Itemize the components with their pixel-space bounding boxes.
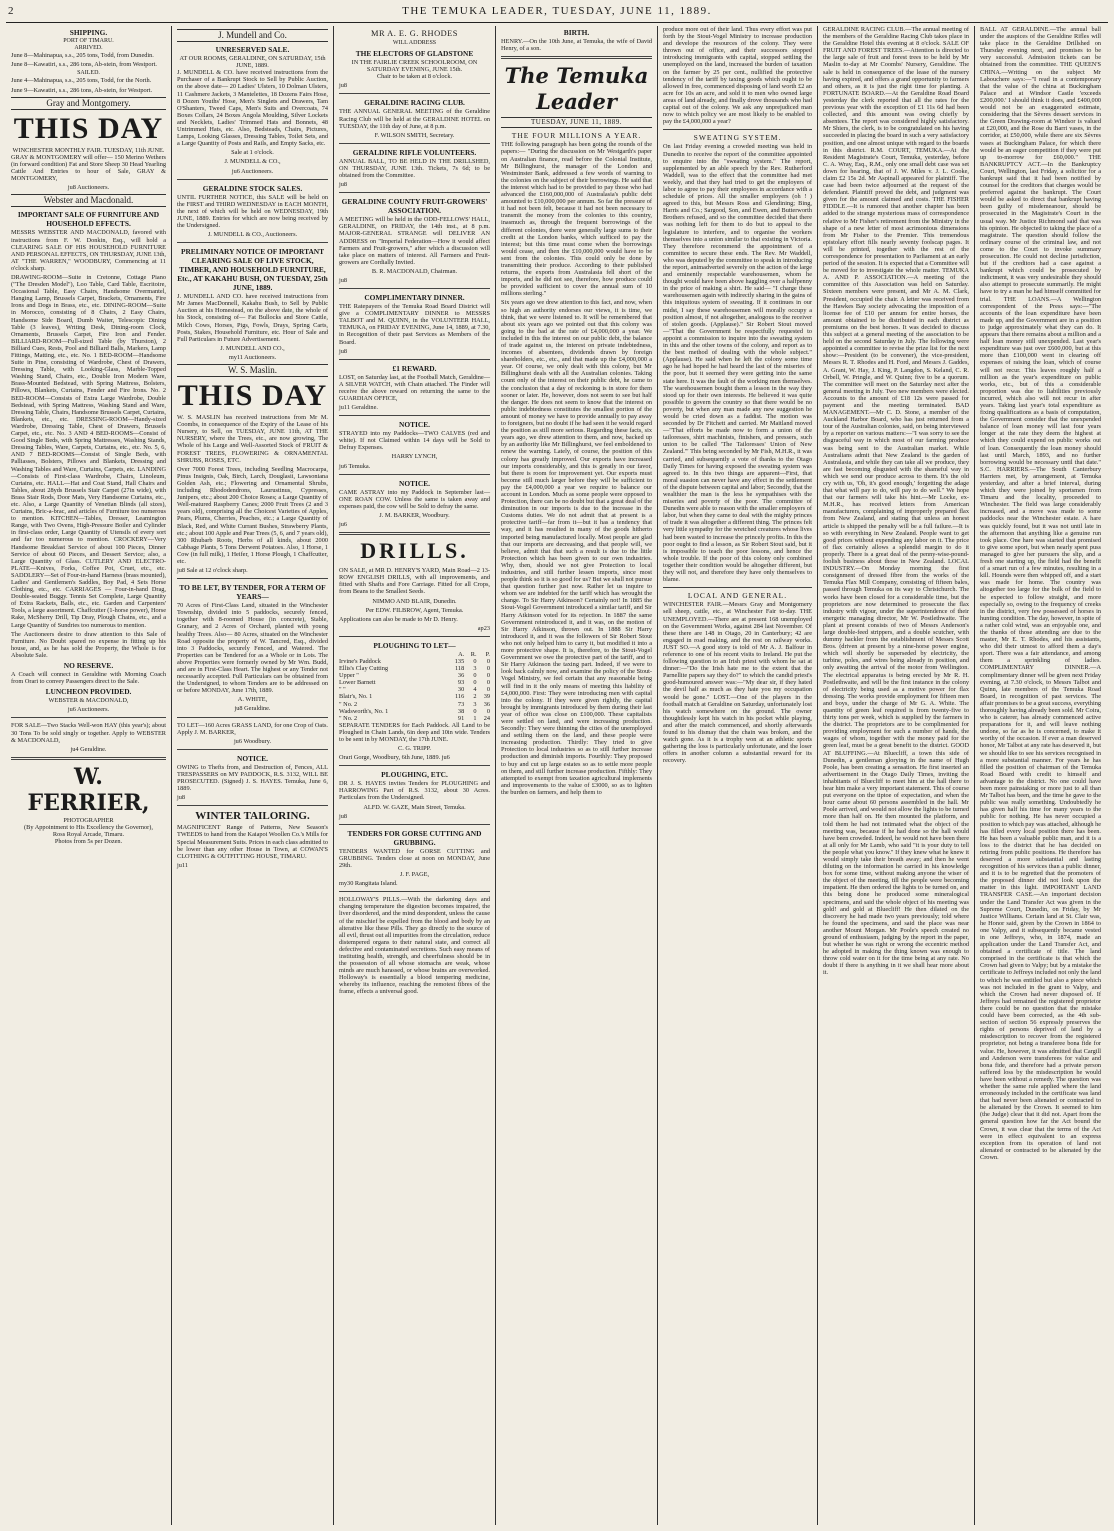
hay-sale-signature: ju4 Geraldine. xyxy=(70,745,107,753)
pg-signature: ALFD. W. GAZE, Main Street, Temuka. xyxy=(363,803,466,811)
divider xyxy=(11,757,166,760)
reward-body: LOST, on Saturday last, at the Football Match, Geraldine—A SILVER WATCH, with Chain attached. The Finder will receive the above reward on returning the same to the GUARDIAN OFFICE, xyxy=(339,373,490,402)
columns xyxy=(6,26,1108,1525)
gcf-signature: B. R. MACDONALD, Chairman. xyxy=(371,267,458,275)
table-cell: 38 xyxy=(457,707,465,715)
astray-signature: J. M. BARKER, Woodbury. xyxy=(379,511,450,519)
pg-title: PLOUGHING, ETC. xyxy=(381,770,448,780)
plough-note: SEPARATE TENDERS for Each Paddock. All Land to be Ploughed in Chain Lands, 6in deep and 10in wide. Tenders to be sent in by MONDAY, the 17th JUNE. xyxy=(339,721,490,743)
divider xyxy=(339,474,490,475)
rhodes-signature: ju8 xyxy=(339,82,348,90)
table-cell: 0 xyxy=(486,672,490,680)
local-news-final: BALL AT GERALDINE.—The annual ball under the auspices of the Geraldine Rifles will take place in the Geraldine Drillshed on Thursday evening next, and promises to be very successful. Admission tickets can be obtained from the committee. THE QUEEN'S CHINA.—Writing on the subject Mr Labouchere says:—"I read in a contemporary that the value of the china at Buckingham Palace and at Windsor Castle 'exceeds £200,000.' I should think it does, and £400,000 would not be an exaggerated estimate, considering that the Sèvres dessert services in the Green Drawing-room at Windsor is valued at £20,000, and the Rose du Barri vases, in the corridor, at £50,000, while there are six Sèvres vases at Buckingham Palace, for which there would be an eager competition if they were put up to-morrow for £60,000." THE BANKRUPTCY ACT.—In the Bankruptcy Court, Wellington, last Friday, a solicitor for a bankrupt said that it had been notified by counsel for the creditors that charges would be preferred against the bankrupt. The Court would be asked to direct that bankrupt having been guilty of misdemeanour, should be prosecuted in the Magistrate's Court in the usual way. Mr Justice Richmond said that was his opinion. He objected to taking the place of a magistrate. The question should follow the ordinary course of the criminal law, and not come to the Court to invoke summary prosecution. He could not decline jurisdiction, but if the creditors had a case against a bankrupt which could be prosecuted by indictment, it was very undesirable they should also attempt to prosecute summarily. He might have to try a man he had himself committed for trial. THE LOANS.—A Wellington correspondent of the Press says:—"The accounts of the loan expenditure have been made up, and the Government are in a position to judge approximately what they can do. It appears that there remains about a million and a half loan money still unexpended. Last year's expenditure was just over £600,000, but at this more than £100,000 went in clearing off expenses of raising the loan, which of course will not recur. This leaves roughly half a million as the year's expenditure on public works, etc., but of this a considerable proportion was due to liabilities previously incurred, which also will not recur in after years. Taking last year's total expenditure as fixing qualifications as a basis of computation, the Government consider that the unexpended balance of loan money will last four years longer at the rate they deem the highest at which they could expend on public works out of loan. Consequently the loan money should last until March, 1893, and no further borrowing would be necessary until that date." S.C. HARRIERS.—The South Canterbury Harriers met, by arrangement, at Temuka yesterday, and after a brief interval, during which they were joined by sportsmen from Timaru and the locality, proceeded to Winchester. The field was large considerably increased, and a move was made to some paddocks near the Winchester estate. A hare was quickly found, but it was not until late in the afternoon that anything like a genuine run took place. One hare was started that promised to give some sport, but when nearly spent puss managed to give her pursuers the slip, and a fresh one starting up, the field had the benefit of a smart run of a few minutes, resulting in a kill. Hounds were then whipped off, and a start was made for home. The country was altogether too large for the bulk of the field to be expected to follow straight, and more especially so, owing to the frequency of creeks in the district, very few possessed of horses in hunting condition. The day, however, in spite of a rather cold wind, was an enjoyable one, and the thanks of those attending are due to the master, Mr E. T. Rhodes, and his assistants, who did their utmost to afford them a day's sport. There was a fair attendance, and among them a sprinkling of ladies. COMPLIMENTARY DINNER.—A complimentary dinner will be given next Friday evening, at 7.30 o'clock, to Messrs Talbot and Quinn, late members of the Temuka Road Board, in recognition of past services. The affair promises to be a great success, everything thoroughly having already been sold. Mr Coira, who is caterer, has already commenced active preparations for it, and will leave nothing undone, so far as he is concerned, to make it worthy of the occasion. If ever a man deserved honor, Mr Talbot at any rate has deserved it, but we should like to see his services recognised in a more substantial manner. For years he has filled the position of chairman of the Temuka Road Board with credit to himself and advantage to the district. No one could have been more painstaking or more just to all than Mr Talbot has been, and the time he gave to the public was really something. Undoubtedly he has given half his time for many years to the public for nothing. He has never occupied a position to which pay was attached, although he has filled every local position there has been. He has been a valuable public man, and it is a loss to the district that he has decided on retiring from public positions. He therefore has deserved a more substantial and lasting recognition of his services than a public dinner, and it is to be regretted that the promoters of the proposed dinner did not look upon the matter in this light. IMPORTANT LAND TRANSFER CASE.—An important decision under the Land Transfer Act was given in the Supreme Court, Dunedin, on Friday, by Mr Justice Williams. Certain land at St. Clair was, he Honor said, given by the Crown in 1864 to one Valpy, and it subsequently became vested in one Jeffreys, who, in 1874, made an application under the Land Transfer Act, and obtained a certificate of title. The land comprised in the certificate is that which the Crown had given to Valpy; but by a mistake the certificate to Jeffreys included not only the land to which he was entitled but also a piece which was not included in the grant to Valpy, and which the Crown had never disposed of. If Jeffreys had remained the registered proprietor there could be no question that the mistake could have been corrected, as the 4th sub-section of section 56 expressly preserves the rights of persons deprived of land by a misdescription to recover from the registered proprietor, not being a transferee bona fide for value. He, however, it was admitted that Cargill and Anderson were transferees for value and bona fide, and therefore had a private person suffered loss by the misdescription he would have been without a remedy. The question was whether the same rule applied where the land erroneously included in the certificate was land that had never been alienated or contracted to be alienated by the Crown. It seemed to him (the Judge) clear that it did not. Apart from the general question how far the Act bound the Crown, it was clear that the terms of the Act were in effect equivalent to an express exception from its operation of land not alienated or contracted to be alienated by the Crown. xyxy=(980,26,1102,1161)
grc-body: THE ANNUAL GENERAL MEETING of the Geraldine Racing Club will be held at the GERALDINE HOTEL on TUESDAY, the 11th day of June, at 8 p.m. xyxy=(339,108,490,130)
wm-note: The Auctioneers desire to draw attention to this Sale of Furniture. No Doubt spared no expense in fitting up his house, and, as he has sold the Property, the Whole is for Absolute Sale. xyxy=(11,630,166,659)
divider xyxy=(663,129,812,130)
divider xyxy=(339,765,490,766)
table-row xyxy=(339,665,490,672)
table-cell: Irvine's Paddock xyxy=(339,657,381,665)
table-cell: 91 xyxy=(457,714,465,722)
masthead-title: THE TEMUKA LEADER, TUESDAY, JUNE 11, 1889. xyxy=(402,5,712,17)
arcade-line: Ross Royal Arcade, Timaru. xyxy=(52,830,125,838)
maslin-signature: ju8 Sale at 12 o'clock sharp. xyxy=(177,567,248,575)
coach-note: A Coach will connect in Geraldine with Morning Coach from Orari to convey Passengers direct to the Sale. xyxy=(11,671,166,686)
table-cell: 3 xyxy=(473,665,477,673)
mc-header: J. Mundell and Co. xyxy=(177,29,328,42)
table-cell: " No. 2 xyxy=(339,714,358,722)
to-let-body: 70 Acres of First-Class Land, situated in the Winchester Township, divided into 5 paddocks, securely fenced, together with 8-roomed House (in concrete), Stable, Granary, and 2 Acres of Orchard, planted with young healthy Trees. Also— 80 Acres, situated on the Winchester Road opposite the property of W. Tancred, Esq., divided into 3 Paddocks, securely Fenced, and Watered. The Properties can be Tendered for as a Whole or in Lots. The above Properties were formerly owned by Mr Wm. Budd, and are in First-Class Heart. The highest or any Tender not necessarily accepted. Full Particulars can be obtained from the Undersigned, to whom Tenders are to be addressed on or before MONDAY, June 17th, 1889. xyxy=(177,602,328,695)
birth-title: BIRTH. xyxy=(563,28,590,37)
arrival-1: June 8—Mahinapua, s.s., 205 tons, Todd, from Dunedin. xyxy=(11,52,154,60)
strayed-signature-2: ju6 Temuka. xyxy=(339,462,371,470)
divider xyxy=(663,587,812,588)
local-general-body: WINCHESTER FAIR.—Messrs Gray and Montgomery sell sheep, cattle, etc., at Winchester Fair to-day. THE UNEMPLOYED.—There are at present 168 unemployed on the Government Works, against 284 last November. Of these there are 148 in Otago, 20 in Canterbury; 42 are engaged in road making, and the rest on railway works. JUST SO.—A good story is told of Mr A. J. Balfour in reference to one of his recent visits to Ireland. He put the following question to an Irish priest with whom he sat at dinner:—"Do the Irish hate me to the extent that the Parnellite papers say they do?" to which the candid priest's good-humoured answer was:—"My dear sir, if they hated the devil half as much as they hate you my occupation would be gone." LOST.—One of the players in the football match at Geraldine on Saturday, unfortunately lost his watch somewhere on the ground. The owner thoughtlessly kept his watch in his pocket while playing, and after the match commenced, and shortly afterwards found to his dismay that the chain was broken, and the watch gone. As it is a trophy won at an athletic sports gathering the loss is particularly unfortunate, and the loser offers in another column a substantial reward for its recovery. xyxy=(663,601,812,765)
winter-tailoring-signature: ju11 xyxy=(177,861,188,869)
hay-sale: FOR SALE—Two Stacks Well-won HAY (this year's); about 30 Tons To be sold singly or together. Apply to WEBSTER & MACDONALD, xyxy=(11,722,166,744)
table-cell: 36 xyxy=(483,700,490,708)
divider xyxy=(339,143,490,144)
article-lede: THE following paragraph has been going the rounds of the papers:— "During the discussion on Mr Westgarth's paper on Australian finance, read before the Colonial Institute, Mr Billinghurst, the manager of the London and Westminster Bank, addressed a few words of warning to the colonies on the subject of their borrowings. He said that the interest which had to be provided to pay those who had advanced the £160,000,000 of Australasia's public debt amounted to £10,000,000 per annum. So far the pressure of it had not been felt, because it had not been necessary to transmit the money from the colonies to this country, inasmuch as, through the frequent borrowings of the different colonies, there were generally large sums to their credit at the London banks, which sufficed to pay the interest; but this time must come when the borrowings would cease, and then the £10,000,000 would have to be sent from the colonies. This could only be done by transmitting their produce. According to their published returns, the exports from Australasia fell short of the imports, and he did not see, therefore, how produce could be provided sufficient to cover the annual sum of 10 millions sterling." xyxy=(501,141,652,298)
gm-header: Gray and Montgomery. xyxy=(11,97,166,110)
gcf-signature-2: ju8 xyxy=(339,276,348,284)
rhodes-electors: THE ELECTORS OF GLADSTONE xyxy=(355,49,474,59)
column-2 xyxy=(172,26,334,1525)
table-cell: 118 xyxy=(455,665,465,673)
wm-body: MESSRS WEBSTER AND MACDONALD, favored with instructions from F. W. Donkin, Esq., will hold a CLEARING SALE OF HIS HOUSEHOLD FURNITURE AND PERSONAL EFFECTS, ON THURSDAY, JUNE 13th, AT "THE WARREN," WOODBURY, Commencing at 11 o'clock sharp. xyxy=(11,229,166,272)
local-general-title: LOCAL AND GENERAL. xyxy=(687,591,788,601)
winter-tailoring-title: WINTER TAILORING. xyxy=(195,810,310,823)
trespass-notice-body: OWING to Thefts from, and Destruction of, Fences, ALL TRESPASSERS on MY PADDOCK, R.S. 3132, WILL BE PROSECUTED. (Signed) J. S. HAYES. Temuka, June 6, 1889. xyxy=(177,763,328,793)
astray-body: CAME ASTRAY into my Paddock in September last—ONE ROAN COW. Unless the same is taken away and expenses paid, the cow will be Sold to defray the same. xyxy=(339,488,490,510)
wm-sale-title: IMPORTANT SALE OF FURNITURE AND HOUSEHOLD EFFECTS. xyxy=(17,210,160,229)
table-row xyxy=(339,708,490,715)
sweating-title: SWEATING SYSTEM. xyxy=(693,133,782,143)
preliminary-signature: J. MUNDELL AND CO., xyxy=(220,344,285,352)
plough-title: PLOUGHING TO LET— xyxy=(373,640,456,650)
table-cell: 0 xyxy=(486,679,490,687)
divider xyxy=(177,717,328,718)
wm-signature-2: ju6 Auctioneers. xyxy=(67,706,110,714)
grc-signature: F. WILSON SMITH, Secretary. xyxy=(374,131,455,139)
dateline: TUESDAY, JUNE 11, 1889. xyxy=(501,117,652,128)
table-cell: 39 xyxy=(483,693,490,701)
to-let-title: TO BE LET, BY TENDER, FOR A TERM OF YEARS— xyxy=(179,583,326,602)
fair-line: WINCHESTER MONTHLY FAIR. TUESDAY, 11th JUNE. xyxy=(12,146,165,154)
article-body: Six years ago we drew attention to this fact, and now, when so high an authority endorses our views, it is time, we think, that we were listened to. It will be remembered that about six years ago we pointed out that this colony was going to the bad at the rate of £4,000,000 a year. We included in this the interest on our public debt, the balance of trade against us, the interest on private indebtedness, incomes of absentees, dividends drawn by foreign shareholders, etc., etc., and that made up the £4,000,000 a year. Of course, we only dealt with this colony, but Mr Billinghurst deals with all the Australian colonies. Taking count only of the interest on their public debt, he came to the conclusion that a day of reckoning is in store for them sooner or later. He, however, does not seem to see but half the danger. He does not seem to know that the interest on public indebtedness constitutes the smallest portion of the amount of money we have to provide annually to pay away to foreigners, but no doubt if he had seen it he would regard the position as still more serious. Regarding these facts, six years ago, we drew attention to them, and now, backed up by an authority like Mr Billinghurst, we feel emboldened to renew the warning. Lately, of course, the position of this colony has greatly improved. Our exports have increased our imports considerably, and this is greatly in our favor, but there is room for improvement yet. Our exports must become still much larger before they will be sufficient to pay the £4,000,000 a year we require to balance our account in London. Much as some people were opposed to Protection, there can be no doubt but that a great deal of the diminution in our imports is due to the increase in the Customs duties. We do not admit that at present is a protective tariff—far from it—but it has a tendency that way, and it has resulted in many of the goods hitherto imported being manufactured locally. Most people are glad that our imports are decreasing, and that people will, we believe, admit that that such a result is due to the little Protection which has been given to our own industries. Why, then, should we not give Protection to local industries, and still further lessen imports, since most people think so it is so good for us? But we shall not pursue that question further just now. Rather let us inquire to whom we are indebted for the tariff which has wrought the change. To Sir Harry Atkinson? Certainly not! In 1885 the Stout-Vogel Government introduced a similar tariff, and Sir Harry Atkinson voted for its rejection. In 1887 the same Government reintroduced it, and it was, on the motion of Sir Harry Atkinson, thrown out. In 1888 Sir Harry introduced it, and it was the followers of Sir Robert Stout who not only helped him to carry it, but modified it into a more protective shape. It is, therefore, to the Stout-Vogel Government we owe the protective part of the tariff, and to Sir Harry Atkinson the taxing part. Indeed, if we were to look back calmly now, and examine the policy of the Stout-Vogel Ministry, we feel certain that any reasonable being will find in it the only means of meeting this liability of £4,000,000. First: They were introducing men with capital into the colony. If they were given rightly, the capital brought by immigrants introduced by them during their last year of office was close on £100,000. These capitalists were settled on land, and were increasing production. Secondly: They were thinning the cities of the unemployed and settling them on the land, and these people were increasing production. Thirdly: They tried to give Protection to local industries so as to still further increase production and diminish imports. Fourthly: They proposed to buy and cut up large estates so as to settle more people on them, and still further increase production. Fifthly: They attempted to exempt from taxation agricultural implements and improvements to the value of £3000, so as to lighten the burden on farmers, and help them to xyxy=(501,299,652,796)
plough-table-body xyxy=(339,651,490,722)
table-cell: 3 xyxy=(473,700,477,708)
table-cell: Wadsworth's, No. 1 xyxy=(339,707,389,715)
maslin-list: Over 7000 Forest Trees, including Seedling Macrocarpa, Pinus Insignis, Oak, Birch, Larch, Douglasii, Lawsoniana Golden Ash, etc.; Flowering and Ornamental Shrubs, including Rhododendrons, Laurustinus, Cypresses, Junipers, etc.; about 200 Choice Roses; a Large Quantity of Well-matured Raspberry Canes; 2000 Fruit Trees (2 and 3 years old), comprising all the Choicest Varieties of Apples, Pears, Plums, Cherries, Peaches, etc.; a Large Quantity of Black, Red, and White Currant Bushes, Strawberry Plants, etc.; about 100 Apple and Pear Trees (5, 6, and 7 years old), 300 Rhubarb Roots, Herbs of all kinds, about 2000 Cabbage Plants, 5 Tons Derwent Potatoes. Also, 1 Horse, 1 Cow (in full milk), 1 Heifer, 1 Horse Plough, 1 Chaffcutter, etc. xyxy=(177,465,328,565)
appointment-line: (By Appointment to His Excellency the Governor), xyxy=(24,823,153,831)
reward-title: £1 REWARD. xyxy=(392,363,437,373)
table-cell: 0 xyxy=(486,665,490,673)
pg-signature-2: ju8 xyxy=(339,812,348,820)
column-7 xyxy=(975,26,1106,1525)
local-news-continued: GERALDINE RACING CLUB.—The annual meeting of the members of the Geraldine Racing Club takes place in the Geraldine Hotel this evening at 8 o'clock. SALE OF FRUIT AND FOREST TREES.—Attention is directed to the large sale of fruit and forest trees to be held by Mr Maslin to-day at Mr Coombs' Nursery, Geraldine. The sale is held in consequence of the lease of the nursery having expired, and offers a grand opportunity to farmers and others, as it is just the right time for planting. A FORTUNATE BOARD.—At the Geraldine Road Board yesterday the clerk reported that all the rates for the previous year with the exception of £1 11s 6d had been collected, and this amount was owing chiefly by absentees. The report was considered highly satisfactory. Mr Shiers, the clerk, is to be congratulated on his having succeeded in placing the board in such a very satisfactory position, and one almost unique with regard to the boards in this district. R.M. COURT, TEMUKA.—At the Resident Magistrate's Court, Temuka, yesterday, before C. A. Wray, Esq., R.M., only one small debt case was set down for hearing, that of J. W. Miles v. J. L. Cooke, claim £2 15s 2d. Mr Aspinall appeared for plaintiff. The case had been twice adjourned at the request of the defendant. Plaintiff proved the debt, and judgment was given for the amount claimed and costs. THE FISHER FIDDLE.—It is rumored that another chapter has been added to the strange mysterious mass of correspondence relative to Mr Fisher's retirement from the Ministry in the shape of a new letter of most acrimonious dimensions from Mr Fisher to the Premier. This tremendous epistolary effort fills nearly seventy foolscap pages. It will be printed, together with the rest of the correspondence for presentation to Parliament at an early period of the session. It is expected that a Committee will be moved for to investigate the whole matter. TEMUKA A. AND P. ASSOCIATION.—A meeting of the committee of this Association was held on Saturday. Sixteen members were present, and Mr A. M. Clark, President, occupied the chair. A letter was received from the Hawkes Bay society advocating the imposition of a license fee of £10 per annum for entire horses, the amount obtained to be distributed in each district as premiums on the best horses. It was decided to discuss this subject at a general meeting of the association to be held on the second Saturday in July. The following were appointed a committee to revise the prize list for the next show:—President (to be convener), the vice-president, Messrs R. T. Rhodes and H. Ford, and Messrs J. Gaddes, A. Grant, W. Hay, J. King, P. Langdon, S. Keland, C. R. Orbell, W. Pringle, and W. Quinn; five to be a quorum. The committee will meet on the Saturday next after the general meeting in July. Two new members were elected. Accounts to the amount of £18 12s were passed for payment and the meeting terminated. BAD MANAGEMENT.—Mr C. D. Stone, a member of the Auckland Harbor Board, who has just returned from a tour of the Australian colonies, said, on being interviewed by a reporter on various matters:—"I was sorry to see the disgraceful way in which most of our farming produce was being sent to the Australian market. While Australians admit that New Zealand is the garden of Australasia, and while they can take all we produce, they are fast becoming disgusted with the shameful way in which we send our produce across to them. It's the old cry with us, 'Oh, it's good enough,' forgetting the adage that what will pay to do, will pay to do well." We hope that our farmers will take his hint.—Mr Locke, ex-M.H.R., has received letters from American manufacturers, complaining of improperly prepared flax from New Zealand, and stating that unless an honest article is shipped the penalty will be a full failure.—It is so with everything in New Zealand. People want to get good prices without expending any labor on it. The price of flax certainly allows a splendid margin to do it properly. There is a great deal of the penny-wise-pound-foolish business about those in New Zealand. LOCAL INDUSTRY.—On Monday morning the first consignment of dressed fibre from the works of the Temuka Flax Mill Company, consisting of fifteen bales, passed through Temuka on its way to Christchurch. The works have been closed for a considerable time, but the proprietors are now determined to prosecute the flax industry with vigour, under the superintendence of their energetic managing director, Mr W. Postlethwaite. The plant at present consists of two of Messrs Anderson's large double-feed strippers, and a double scutcher, with dummy hackler from the establishment of Messrs Scott Bros. (driven at present by a nine-horse power engine, which will shortly be superseded by electricity, the turbine, poles, and wires being already in position, and only awaiting the arrival of the motor from Wellington. The electrical apparatus is being erected by Mr R. H. Postlethwaite, and will be the first instance in the colony of electricity being used as a motive power for flax dressing. The works provide employment for fifteen men and boys, under the charge of Mr G. A. White. The quantity of green leaf required is from twenty-five to thirty tons per week, which is supplied by the farmers in the district. The proprietors are to be complimented for providing employment for such a number of hands, the wages of whom, together with the money paid for the green leaf, must be a great benefit to the district. GOOD AT BLUFFING.—At Bluecliff, a town this side of Dunedin, a gentleman glorying in the name of Hugh Poole, has been creating a sensation. He first inserted an advertisement in the Otago Daily Times, inviting the inhabitants of Bluecliff to meet him at the hall there to hear him make a very important statement. This of course put everyone on the tiptoe of expectation, and when the hour came about 60 persons assembled in the hall. Mr Poole arrived, and would not allow the lights to be turned more than half on. He then mounted the platform, and told them he had not intimated what the object of the meeting was, because if he had done so the hall would have been crowded. Indeed, he would not have been there at all only for Mr Lamb, who said "it is your duty to tell the people what you know." If they knew what he knew it would simply take their breath away; and then he went diluting on the information he carried in his knowledge box for some time, without making anyone the wiser of the object of the meeting, till the people were becoming impatient. He then ordered the lights to be turned on, and this being done he produced some mineralogical specimens, and said the whole object of his meeting was gold! and gold at Bluecliff! He then dilated on the discovery he had made two years previously; told where he found the specimens, and said the place was near another Mount Morgan. Mr Poole's speech created no ground of enthusiasm, judging by the report in the paper, but whether he was right or wrong the eccentric method he adopted in making the thing known was enough to throw cold water on it for the time being at any rate. No doubt if there is anything in it we shall hear more about it. xyxy=(823,26,969,977)
table-cell: 1 xyxy=(473,714,477,722)
table-row xyxy=(339,686,490,693)
divider xyxy=(339,192,490,193)
unreserved-title: UNRESERVED SALE. xyxy=(215,45,290,55)
divider xyxy=(339,824,490,825)
divider xyxy=(177,179,328,180)
table-cell: 0 xyxy=(473,672,477,680)
plough-header-row xyxy=(339,651,490,658)
cd-body: THE Ratepayers of the Temuka Road Board District will give a COMPLIMENTARY DINNER to MESSRS TALBOT and M. QUINN, in the VOLUNTEER HALL, TEMUKA, on FRIDAY EVENING, June 14, 1889, at 7.30, in Recognition of their past Services as Members of the Board. xyxy=(339,303,490,346)
grv-signature: ju8 xyxy=(339,181,348,189)
plough-signature-2: Orari Gorge, Woodbury, 6th June, 1889. ju6 xyxy=(339,754,450,762)
divider xyxy=(339,636,490,637)
to-let-signature-2: ju8 Geraldine. xyxy=(234,705,271,713)
this-day-heading: THIS DAY xyxy=(13,111,164,145)
plough-header-cell: A. xyxy=(458,650,465,658)
arrival-2: June 8—Kawatiri, s.s., 286 tons, Ab-stein, from Westport. xyxy=(11,61,157,69)
stock-sales-title: GERALDINE STOCK SALES. xyxy=(202,183,303,193)
table-cell: 0 xyxy=(473,679,477,687)
table-cell: 24 xyxy=(483,714,490,722)
column-5 xyxy=(658,26,818,1525)
page-masthead xyxy=(0,0,1114,22)
ferrier-title: W. FERRIER, xyxy=(27,763,150,816)
table-cell: 0 xyxy=(486,657,490,665)
preliminary-notice: PRELIMINARY NOTICE OF IMPORTANT CLEARING SALE OF LIVE STOCK, TIMBER, AND HOUSEHOLD FURNITURE, Etc., AT KAKAHU BUSH, ON TUESDAY, 25th JUNE, 1889. xyxy=(177,247,328,293)
grv-body: ANNUAL BALL, TO BE HELD IN THE DRILLSHED, ON THURSDAY, JUNE 13th. Tickets, 7s 6d; to be obtained from the Committee. xyxy=(339,157,490,180)
luncheon: LUNCHEON PROVIDED. xyxy=(45,687,132,697)
at-rooms-line: AT OUR ROOMS, GERALDINE, ON SATURDAY, 15th JUNE, 1889. xyxy=(179,55,326,70)
to-let-signature: A. WHITE, xyxy=(237,696,268,704)
cd-signature: ju8 xyxy=(339,347,348,355)
table-cell: 0 xyxy=(486,686,490,694)
plough-signature: C. G. TRIPP. xyxy=(398,745,431,753)
table-row xyxy=(339,693,490,700)
table-cell: Ellis's Clay Cutting xyxy=(339,665,389,673)
plough-header-cell xyxy=(339,651,444,658)
wm-header: Webster and Macdonald. xyxy=(11,194,166,207)
table-cell: " No. 2 xyxy=(339,700,358,708)
notice-title-2: NOTICE. xyxy=(398,478,430,488)
table-cell: Upper " xyxy=(339,672,359,680)
mc-signature: J. MUNDELL & CO., xyxy=(224,158,281,166)
winter-tailoring-body: MAGNIFICENT Range of Patterns, New Season's TWEEDS to hand from the Kaiapoi Woollen Co.'s Mills for Special Measurement Suits. Prices in each class admitted to be lower than any other House in Town, at COWAN'S CLOTHING & OUTFITTING HOUSE, TIMARU. xyxy=(177,824,328,860)
table-cell: 2 xyxy=(473,693,477,701)
table-cell: 0 xyxy=(473,707,477,715)
astray-signature-2: ju6 xyxy=(339,521,348,529)
masthead-rule xyxy=(6,22,1108,23)
gorse-body: TENDERS WANTED for GORSE CUTTING and GRUBBING. Tenders close at noon on MONDAY, June 29th. xyxy=(339,847,490,869)
rhodes-venue: IN THE FAIRLIE CREEK SCHOOLROOM, ON SATURDAY EVENING, JUNE 15th. xyxy=(351,59,478,74)
gcf-title: GERALDINE COUNTY FRUIT-GROWERS' ASSOCIATION. xyxy=(341,197,488,216)
holloway-ad: HOLLOWAY'S PILLS.—With the darkening days and changing temperature the digestion becomes impaired, the liver disordered, and the mind despondent, unless the cause of the mischief be expelled from the blood and body by an alterative like these Pills. They go directly to the source of all evil, thrust out all impurities from the circulation, reduce distempered organs to their natural state, and correct all defective and contaminated secretions. Such easy means of instituting health, strength, and cheerfulness should be in the possession of all whose stomachs are weak, whose minds are much harassed, or whose brains are overworked. Holloway's is essentially a blood tempering medicine, whereby its influence, reaching the remotest fibres of the frame, effects a universal good. xyxy=(339,896,490,996)
gm-body: GRAY & MONTGOMERY will offer— 150 Merino Wethers (in forward condition) Fat and Store Sheep 30 Head Yearling Cattle And Entries to hour of Sale, GRAY & MONTGOMERY, xyxy=(11,153,166,183)
wm-list: DRAWING-ROOM—Suite in Cretonne, Cottage Piano ("The Dresden Model"), Loo Table, Card Table, Escritoire, Occasional Table, Easy Chairs, Handsome Overmantel, Hanging Lamp, Brussels Carpet, Brackets, Ornaments, Fire Irons and Dogs in Brass, etc., etc. DINING-ROOM—Suite in Morocco, consisting of 8 Chairs, 2 Easy Chairs, Handsome Side Board, Dumb Waiter, Telescopic Dining Table (3 leaves), Writing Desk, Dining-room Clock, Ornaments, Brussels Carpet, Fire Iron and Fender. BILLIARD-ROOM—Full-sized Table (by Thurston), 2 Billiard Cues, Rests, Pool and Billiard Balls, Markers, Lamp Fittings, Matting, etc., etc. No. 1 BED-ROOM—Handsome Suite in Pine, consisting of Wardrobe, Chest of Drawers, Dressing Table, with Looking-Glass, Marble-Topped Washing Stand, Chairs, etc., Double Iron Modern Ware, Brass-Mounted Bedstead, with Spring Mattress, Bolsters, Pillows, Blankets, Curtains, Fender and Fire Irons. No. 2 BED-ROOM—Consists of Extra Large Wardrobe, Double Bedstead, with Spring Mattress, Washing Stand and Ware, Dressing Table, Chairs, Handsome Brussels Carpet, Curtains, Blankets, etc., etc. DRESSING-ROOM—Handy-sized Wardrobe, Dressing Table, Chest of Drawers, Brussels Carpet, etc., etc. No. 3 AND 4 BED-ROOMS—Consist of Good Single Beds, with Spring Mattresses, Washing Stands, Dressing Tables, Ware, Carpets, Curtains, etc., etc. No. 5, 6, AND 7 BED-ROOMS—Consist of Single Beds, with Palliasses, Bolsters, Pillows and Blankets, Dressing and Washing Tables and Ware, Curtains, Carpets, etc. LANDING—Consists of First-class Wardrobe, Chairs, Linoleum, Curtains, etc. HALL—Hat and Coat Stand, Hall Chairs and Tables, about 28yds Brussels Stair Carpet (27in wide), with Brass Stair Rods, Door Mats, Very Handsome Curtains, etc., etc. Also, a Large Quantity of Venetian Blinds (all sizes), Curtains, Bric-a-brac, and articles of Furniture too numerous to mention. KITCHEN—Tables, Dresser, Leamington Range, with Two Ovens, High-Pressure Boiler and Cylinder in first-class order, Large Quantity of Utensils of every sort and far too numerous to mention. CROCKERY—Very Handsome Breakfast Service of about 100 Pieces, Dinner Service of about 60 Pieces, and Dessert Service; also, a Large Quantity of Glass. CUTLERY AND ELECTRO-PLATE—Knives, Forks, Coffee Pot, Cruet, etc., etc. SADDLERY—Set of Four-in-hand Harness (brass mounted), Ladies' and Gentlemen's Saddles, Boy Pad, 4 Sets Horse Clothing, etc., etc. CARRIAGES — Four-in-hand Drag, Double-seated Buggy. Tennis Set Complete, Large Quantity of Extra Rackets, Balls, etc., etc. Garden and Carpenters' Tools, a large assortment. Chaffcutter (1-horse power), Horse Rake, McSherry Drill, Tip Dray, Plough Chains, etc., and a Large Quantity of Sundries too numerous to mention. xyxy=(11,273,166,629)
plough-table xyxy=(339,651,490,722)
table-cell: 0 xyxy=(486,707,490,715)
column-6 xyxy=(818,26,975,1525)
drills-title: DRILLS. xyxy=(360,538,469,564)
gm-signature: ju8 Auctioneers. xyxy=(67,184,110,192)
photo-price-line: Photos from 5s per Dozen. xyxy=(54,838,123,846)
grv-title: GERALDINE RIFLE VOLUNTEERS. xyxy=(352,147,477,157)
newspaper-title: The Temuka Leader xyxy=(504,63,649,115)
table-cell: 30 xyxy=(457,686,465,694)
drills-apply: Applications can also be made to Mr D. Henry. xyxy=(339,615,458,623)
grass-land-signature: ju6 Woodbury. xyxy=(233,737,272,745)
notice-title-1: NOTICE. xyxy=(398,420,430,430)
arrived-label: ARRIVED. xyxy=(74,45,103,52)
table-row xyxy=(339,658,490,665)
article-continued: produce more out of their land. Thus every effort was put forth by the Stout-Vogel Ministry to increase production and develope the resources of the colony. They were thrown out of office, and their successors stopped introducing immigrants with capital, stopped settling the unemployed on the land, increased the burden of taxation on the farmer by 25 per cent., nullified the protective tendency of the tariff by taxing goods which ought to be allowed in free, commenced disposing of land worth £2 an acre for 10s an acre, and sold it to men who owned large areas of land already, and finally drove thousands who had capital out of the colony. We ask any unprejudiced man now to which policy we are most likely to be enabled to pay the £4,000,000 a year? xyxy=(663,26,812,126)
divider xyxy=(177,805,328,806)
no-reserve: NO RESERVE. xyxy=(63,661,114,671)
table-cell: 73 xyxy=(457,700,465,708)
pg-body: DR J. S. HAYES invites Tenders for PLOUGHING and HARROWING Part of R.S. 3132, about 30 Acres. Particulars from the Undersigned. xyxy=(339,780,490,802)
table-cell: Blair's, No. 1 xyxy=(339,693,373,701)
gorse-title: TENDERS FOR GORSE CUTTING AND GRUBBING. xyxy=(347,828,482,847)
rhodes-will-address: WILL ADDRESS xyxy=(392,40,437,46)
sale-time: Sale at 1 o'clock. xyxy=(231,149,274,157)
divider xyxy=(339,288,490,289)
drills-signature: NIMMO AND BLAIR, Dunedin. xyxy=(372,597,457,605)
divider xyxy=(177,749,328,750)
plough-header-cell: P. xyxy=(485,650,490,658)
table-cell: 4 xyxy=(473,686,477,694)
sailed-label: SAILED. xyxy=(77,70,100,77)
preliminary-signature-2: my11 Auctioneers. xyxy=(228,353,277,361)
shipping-title: SHIPPING. xyxy=(69,28,108,37)
grc-title: GERALDINE RACING CLUB. xyxy=(364,98,465,108)
column-3 xyxy=(334,26,496,1525)
table-cell: 135 xyxy=(454,657,465,665)
wm-signature: WEBSTER & MACDONALD, xyxy=(48,697,129,705)
reward-signature: ju11 Geraldine. xyxy=(339,404,378,412)
stock-sales-body: UNTIL FURTHER NOTICE, this SALE will be held on the FIRST and THIRD WEDNESDAY in EACH MONTH, the next of which will be held on WEDNESDAY, 19th JUNE, 1889. Entries for which are now being received by the Undersigned. xyxy=(177,193,328,229)
strayed-signature: HARRY LYNCH, xyxy=(391,453,438,461)
divider xyxy=(339,891,490,892)
plough-header-cell: R. xyxy=(470,650,477,658)
table-cell: 116 xyxy=(455,693,465,701)
strayed-body: STRAYED into my Paddocks—TWO CALVES (red and white). If not Claimed within 14 days will be Sold to Defray Expenses. xyxy=(339,430,490,452)
grass-land-ad: TO LET—160 Acres GRASS LAND, for one Crop of Oats. Apply J. M. BARKER, xyxy=(177,721,328,736)
divider xyxy=(339,359,490,360)
table-row xyxy=(339,679,490,686)
divider xyxy=(11,717,166,718)
gorse-signature: J. F. PAGE, xyxy=(399,871,430,879)
column-1 xyxy=(6,26,172,1525)
table-cell: 36 xyxy=(457,672,465,680)
preliminary-body: J. MUNDELL AND CO. have received instructions from Mr James MacDonnell, Kakahu Bush, to Sell by Public Auction at his Homestead, on the above date, the whole of his Stock, consisting of— Fat Bullocks and Store Cattle, Milch Cows, Horses, Pigs, Fowls, Drays, Spring Carts, Posts, Stakes, Household Furniture, etc. Hour of Sale and Full Particulars in Future Advertisement. xyxy=(177,293,328,343)
rhodes-name: MR A. E. G. RHODES xyxy=(371,29,458,38)
birth-body: HENRY.—On the 10th June, at Temuka, the wife of David Henry, of a son. xyxy=(501,38,652,53)
stock-sales-signature: J. MUNDELL & CO., Auctioneers. xyxy=(207,231,298,239)
table-row xyxy=(339,715,490,722)
maslin-header: W. S. Maslin. xyxy=(177,364,328,377)
maslin-body: W. S. MASLIN has received instructions from Mr M. Coombs, in consequence of the Expiry of the Lease of his Nursery, to Sell, on TUESDAY, JUNE 11th, AT THE NURSERY, where the Trees, etc., are now growing, The Whole of his Large and Well-Assorted Stock of FRUIT & FOREST TREES, FLOWERING & ORNAMENTAL SHRUBS, ROSES, ETC. xyxy=(177,414,328,464)
article-title: THE FOUR MILLIONS A YEAR. xyxy=(511,131,642,141)
cd-title: COMPLIMENTARY DINNER. xyxy=(364,293,465,303)
divider xyxy=(177,242,328,243)
drills-signature-2: Per EDW. FILBROW, Agent, Temuka. xyxy=(365,606,464,614)
trespass-notice-title: NOTICE. xyxy=(236,753,268,763)
gorse-signature-2: my30 Rangitata Island. xyxy=(339,880,398,888)
table-row xyxy=(339,701,490,708)
photographer-label: PHOTOGRAPHER xyxy=(63,816,114,824)
divider xyxy=(339,532,490,535)
mc-signature-2: ju6 Auctioneers. xyxy=(231,167,274,175)
page-number: 2 xyxy=(8,5,15,17)
mc-body: J. MUNDELL & CO. have received instructions from the Purchaser of a Bankrupt Stock to Sell by Public Auction, on the above date— 20 Ladies' Ulsters, 10 Dolman Ulsters, 11 Cashmere Jackets, 3 Mantelettes, 18 Dozens Fairs Hose, 8 Dozen Youths' Hose, Men's Singlets and Drawers, Tam O'Shanters, Tweed Caps, Men's Suits and Overcoats, 74 Boxes Collars, 24 Boxes Angola Moulding, Silver Lockets and Necklets, Ladies' Trimmed Hats and Bonnets, 48 Untrimmed Hats, etc. Also, Bedsteads, Chairs, Pictures, Lamps, Looking Glasses, Dressing Tables, Toilet Sets, and a Large Quantity of Posts and Rails, and Empty Sacks, etc. xyxy=(177,69,328,148)
table-cell: 93 xyxy=(457,679,465,687)
gcf-body: A MEETING will be held in the ODD-FELLOWS' HALL, GERALDINE, on FRIDAY, the 14th inst., at 8 p.m. MAJOR-GENERAL STRANGE will DELIVER AN ADDRESS on "Imperial Federation—How it would affect Farmers and Fruit-growers," after which a discussion will take place on matters of interest. All Farmers and Fruit-growers are Cordially Invited. xyxy=(339,216,490,266)
sailing-1: June 4—Mahinapua, s.s., 205 tons, Todd, for the North. xyxy=(11,77,152,85)
divider xyxy=(501,56,652,59)
divider xyxy=(177,578,328,579)
table-cell: " " xyxy=(339,686,346,694)
sailing-2: June 9—Kawatiri, s.s., 286 tons, Ab-stein, for Westport. xyxy=(11,86,153,94)
table-row xyxy=(339,672,490,679)
drills-body: ON SALE, at MR D. HENRY'S YARD, Main Road—2 13-ROW ENGLISH DRILLS, with all improvements, and fitted with Shafts and Fore Carriage. Fitted for all Crops, from Beans to the Smallest Seeds. xyxy=(339,567,490,596)
rhodes-chair: Chair to be taken at 8 o'clock. xyxy=(376,73,453,81)
divider xyxy=(339,415,490,416)
drills-signature-3: ap23 xyxy=(477,624,490,632)
divider xyxy=(339,93,490,94)
column-4 xyxy=(496,26,658,1525)
port-title: PORT OF TIMARU. xyxy=(63,38,114,44)
table-cell: Lower Barnett xyxy=(339,679,376,687)
maslin-this-day: THIS DAY xyxy=(177,379,328,413)
table-cell: 0 xyxy=(473,657,477,665)
trespass-notice-signature: ju8 xyxy=(177,794,186,802)
sweating-body: On last Friday evening a crowded meeting was held in Dunedin to receive the report of the committee appointed to enquire into the "sweating system." The report, supplemented by an able speech by the Rev. Rutherford Waddell, was to the effect that the committee had met weekly, and that they had tried to get the employers of labor to agree to pay their employees in accordance with a schedule of prices. All the smaller employers (oh ! ) agreed to this, but Messrs Ross and Glendining; Bing, Harris and Co.; Sargood, Son, and Ewen, and Butterworth Brothers refused, and so the committee decided that there was nothing left for them to do but to appeal to the legislature to interfere, and to organise the workers themselves into a union similar to that existing in Victoria. They therefore recommend the appointment of a committee to secure these ends. The Rev. Mr Waddell, who was deputed by the committee to speak in introducing the report, animadverted severely on the action of the large and eminently respectable warehousemen, whom he thought would have been above haggling over a halfpenny in the price of making a shirt. He said— "I charge these warehousemen again with indirectly sharing in the gains of this iniquitous system of sweating. If it continues in our midst, I say these warehousemen will morally occupy a position almost, if not altogether, analogous to the receiver of stolen goods. (Applause)." Sir Robert Stout moved—"That the Government be respectfully requested to appoint a commission to inquire into the sweating system in this and the other towns of the colony, and report as to the best method of dealing with the whole subject." (Applause). He said when he left the colony some time ago he had hoped he had heard the last of the miseries of the poor, but it seemed they were getting into the same state here. It was the fault of the working men themselves. The warehousemen bought them a lesson in the way they stood up for their own interests. He believed it was quite possible to govern the country so that there would be no poverty, but when any man made any new suggestion he would be cried down as a faddist. The motion was seconded by Dr Fitchett and carried. Mr Maitland moved—"That efforts be made now to form a union of the tailoresses, shirt machinists, finishers, and pressers, such union to be called 'The Tailoresses' Union of New Zealand.'" This being seconded by Mr Fish, M.H.R., it was carried, and subsequently a vote of thanks to the Otago Daily Times for having exposed the sweating system was agreed to. In this two things are apparent—First, that moral suasion can never have any effect in the settlement of the dispute between capital and labor; Secondly, that the wealthier the man is the less he sympathises with the miseries and poverty of the poor. The committee of Dunedin were able to reason with the smaller employers of labor, but when they came to deal with the mighty princes of trade it was altogether a different thing. The princes felt very little sympathy for the wretched creatures whose lives had been wasted to increase the princely profits. In this the poor ought to find a lesson, as Sir Robert Stout said, but it is impossible to teach the poor lessons, and hence the whole trouble. If the poor of this colony only combined together their condition would be altogether different, but they will not, and therefore they have only themselves to blame. xyxy=(663,143,812,584)
